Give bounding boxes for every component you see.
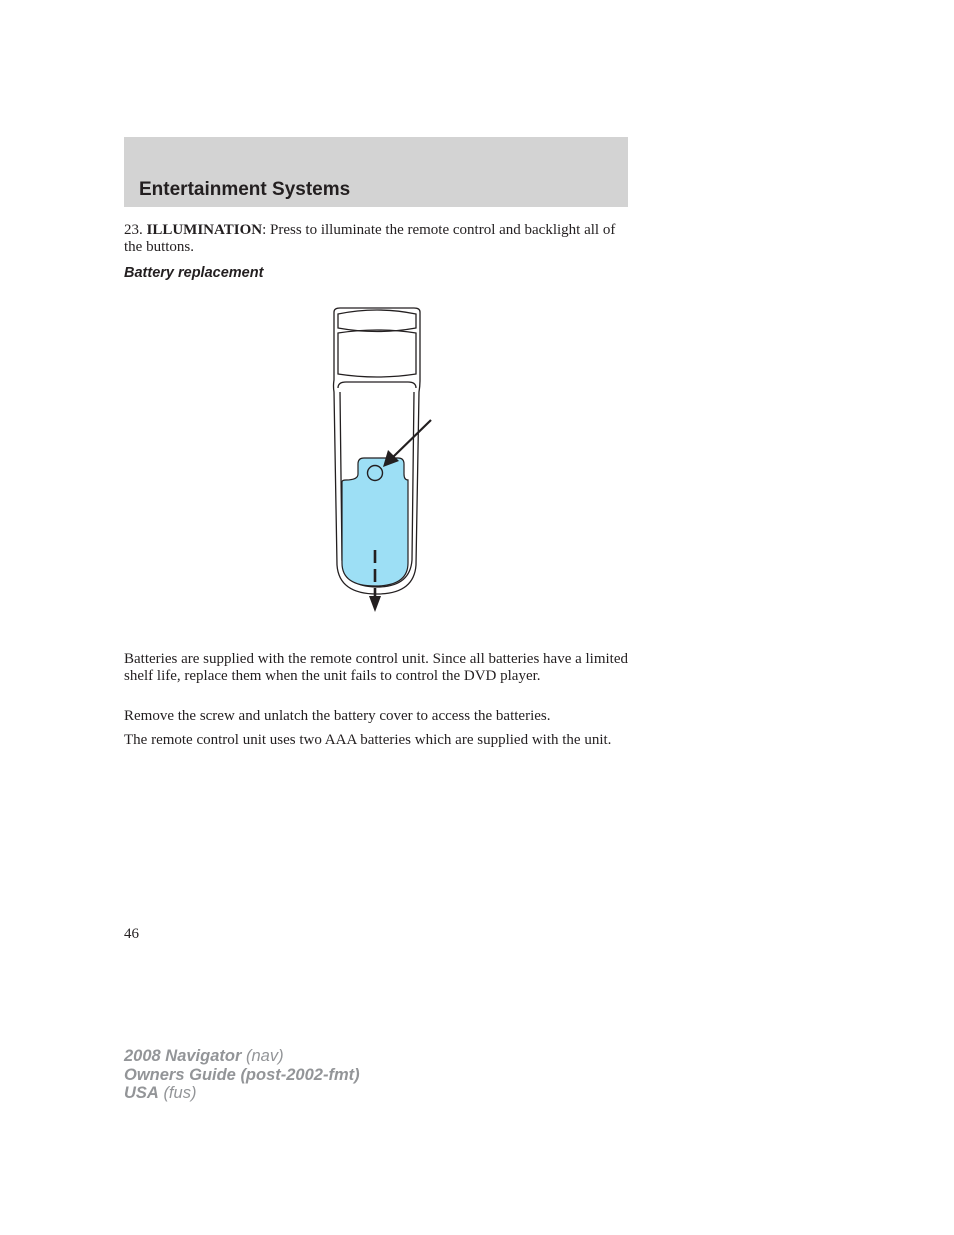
screw-pointer-arrow-shaft bbox=[392, 420, 431, 458]
remote-top-pad bbox=[338, 310, 416, 332]
item-23-illumination bbox=[124, 222, 629, 255]
item-number: 23. bbox=[124, 222, 143, 238]
battery-paragraph-2: Remove the screw and unlatch the battery cover to access the batteries. bbox=[124, 708, 551, 724]
battery-replacement-heading: Battery replacement bbox=[124, 265, 264, 281]
remote-upper-pad bbox=[338, 330, 416, 377]
remote-battery-illustration bbox=[320, 300, 440, 620]
footer-line-2: Owners Guide (post-2002-fmt) bbox=[124, 1065, 360, 1084]
document-footer bbox=[124, 1047, 360, 1103]
battery-paragraph-1: Batteries are supplied with the remote control unit. Since all batteries have a limited shelf life, replace them when the unit fails to control the DVD player. bbox=[124, 651, 629, 684]
footer-line-1: 2008 Navigator (nav) bbox=[124, 1047, 284, 1065]
slide-direction-arrowhead bbox=[369, 596, 381, 612]
page-number: 46 bbox=[124, 926, 139, 942]
screw-icon bbox=[368, 466, 383, 481]
remote-lower-section bbox=[338, 382, 416, 388]
footer-line-3: USA (fus) bbox=[124, 1084, 197, 1102]
item-description: : Press to illuminate the remote control and backlight all of the buttons. bbox=[124, 222, 616, 255]
battery-paragraph-3: The remote control unit uses two AAA batteries which are supplied with the unit. bbox=[124, 732, 612, 748]
section-title: Entertainment Systems bbox=[139, 179, 351, 200]
item-term: ILLUMINATION bbox=[146, 222, 263, 238]
